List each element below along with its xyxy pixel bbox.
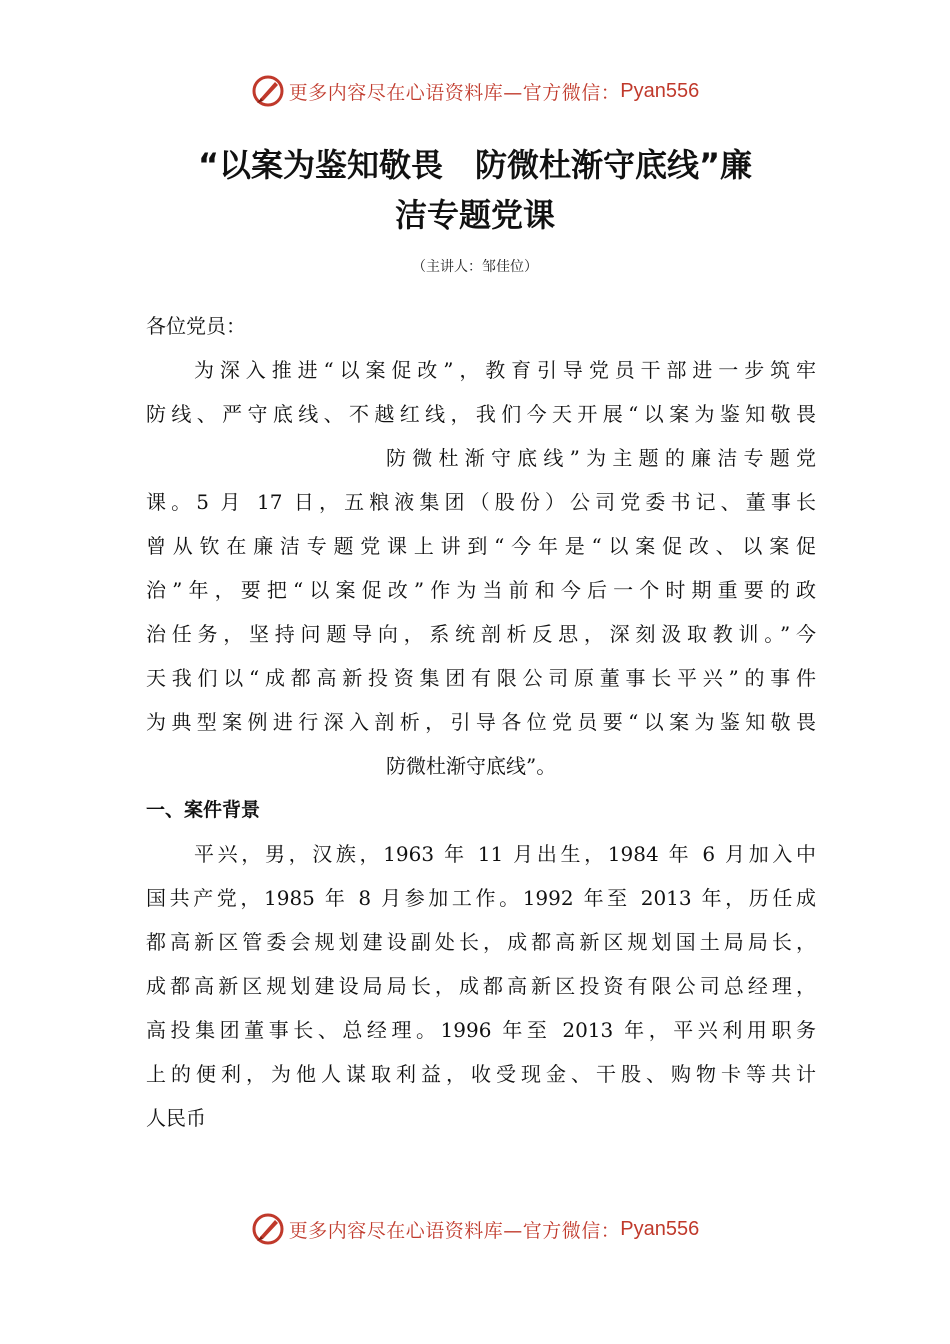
paragraph-line: 国共产党，1985 年 8 月参加工作。1992 年至 2013 年，历任成 <box>146 886 816 910</box>
paragraph-line: 防微杜渐守底线”为主题的廉洁专题党 <box>386 446 816 470</box>
pen-logo-icon <box>251 74 285 108</box>
paragraph-line: 课。5 月 17 日，五粮液集团（股份）公司党委书记、董事长 <box>146 490 816 514</box>
banner-wechat-id: Pyan556 <box>620 1217 700 1240</box>
banner-wechat-id: Pyan556 <box>620 79 700 102</box>
paragraph-line: 平兴，男，汉族，1963 年 11 月出生，1984 年 6 月加入中 <box>194 842 816 866</box>
paragraph-line: 成都高新区规划建设局局长，成都高新区投资有限公司总经理， <box>146 974 816 998</box>
pen-logo-icon <box>251 1212 285 1246</box>
speaker-credit: （主讲人：邹佳位） <box>412 259 538 275</box>
header-banner <box>0 68 950 114</box>
title-line-1: “以案为鉴知敬畏 防微杜渐守底线”廉 <box>197 146 753 184</box>
paragraph-line: 防线、严守底线、不越红线，我们今天开展“以案为鉴知敬畏 <box>146 402 816 426</box>
paragraph-line: 曾从钦在廉洁专题党课上讲到“今年是“以案促改、以案促 <box>146 534 816 558</box>
paragraph-line: 防微杜渐守底线”。 <box>386 754 557 778</box>
paragraph-line: 人民币 <box>146 1106 206 1130</box>
banner-text: 更多内容尽在心语资料库—官方微信： <box>288 81 621 104</box>
paragraph-line: 上的便利，为他人谋取利益，收受现金、干股、购物卡等共计 <box>146 1062 816 1086</box>
paragraph-line: 治”年，要把“以案促改”作为当前和今后一个时期重要的政 <box>146 578 816 602</box>
document-title <box>130 140 820 240</box>
footer-banner <box>0 1206 950 1252</box>
paragraph-line: 都高新区管委会规划建设副处长，成都高新区规划国土局局长， <box>146 930 816 954</box>
paragraph-line: 为典型案例进行深入剖析，引导各位党员要“以案为鉴知敬畏 <box>146 710 816 734</box>
paragraph-line: 天我们以“成都高新投资集团有限公司原董事长平兴”的事件 <box>146 666 816 690</box>
document-body <box>146 304 816 1140</box>
section-heading: 一、案件背景 <box>146 799 261 821</box>
greeting: 各位党员： <box>146 314 246 338</box>
banner-text: 更多内容尽在心语资料库—官方微信： <box>288 1219 621 1242</box>
title-line-2: 洁专题党课 <box>394 196 555 234</box>
paragraph-line: 高投集团董事长、总经理。1996 年至 2013 年，平兴利用职务 <box>146 1018 816 1042</box>
paragraph-line: 治任务，坚持问题导向，系统剖析反思，深刻汲取教训。”今 <box>146 622 816 646</box>
paragraph-line: 为深入推进“以案促改”，教育引导党员干部进一步筑牢 <box>194 358 816 382</box>
